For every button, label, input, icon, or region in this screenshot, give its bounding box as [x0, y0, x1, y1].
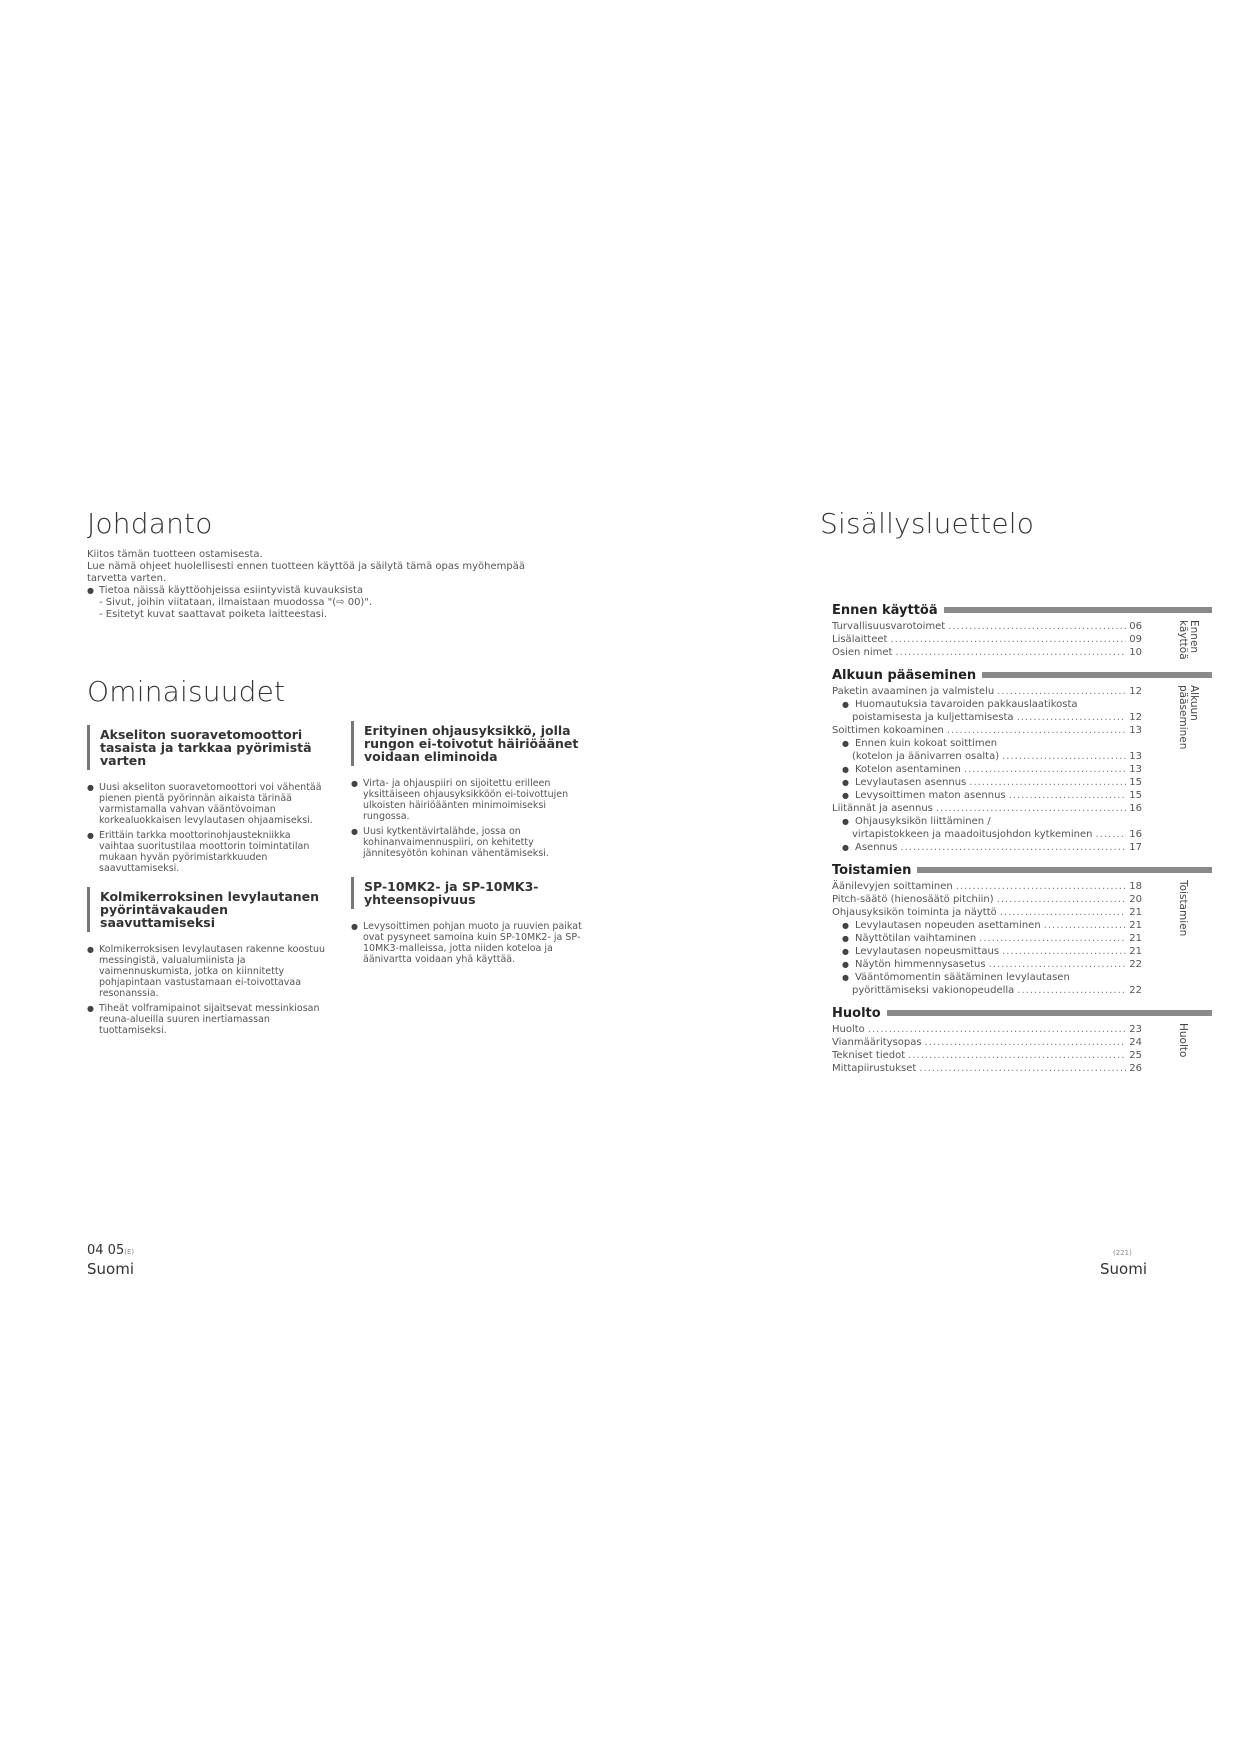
feature-list — [87, 782, 327, 874]
toc-entry[interactable]: Osien nimet ..... 10 — [832, 646, 1142, 659]
page-numbers — [87, 1243, 134, 1258]
toc-entry[interactable]: Paketin avaaminen ja valmistelu ..... 12 — [832, 685, 1142, 698]
intro-text — [87, 549, 557, 621]
toc-entry[interactable]: ● Asennus ..... 17 — [832, 841, 1142, 854]
feature-block — [351, 721, 591, 863]
toc-entry[interactable]: ● Levylautasen nopeuden asettaminen ..... 21 — [832, 919, 1142, 932]
feature-list — [351, 778, 591, 859]
toc-entry[interactable]: ● Levylautasen nopeusmittaus ..... 21 — [832, 945, 1142, 958]
toc-title: Sisällysluettelo — [820, 507, 1035, 540]
page-mark: (E) — [124, 1248, 135, 1256]
feature-list — [351, 921, 591, 965]
page-numbers-text: 04 05 — [87, 1243, 125, 1258]
feature-item: ● Erittäin tarkka moottorinohjaustekniikka vaihtaa suoritustilaa moottorin toimintatilan mukaan hyvän pyörimistarkkuuden saavuttamiseksi. — [87, 830, 327, 874]
toc-entry[interactable]: ● Ennen kuin kokoat soittimen — [842, 738, 998, 749]
section-bar — [982, 672, 1212, 678]
toc-entry[interactable]: poistamisesta ja kuljettamisesta ..... 12 — [832, 711, 1142, 724]
feature-heading: SP-10MK2- ja SP-10MK3-yhteensopivuus — [351, 877, 591, 909]
toc-side-tab: Ennen käyttöä — [1177, 620, 1200, 660]
toc-section — [832, 667, 1212, 854]
feature-heading: Erityinen ohjausyksikkö, jolla rungon ei-toivotut häiriöäänet voidaan eliminoida — [351, 721, 591, 766]
toc-entry[interactable]: (kotelon ja äänivarren osalta) ..... 13 — [832, 750, 1142, 763]
toc-entry[interactable]: ● Levysoittimen maton asennus ..... 15 — [832, 789, 1142, 802]
intro-bullet: ● Tietoa näissä käyttöohjeissa esiintyvistä kuvauksista — [87, 585, 557, 597]
toc-section — [832, 1005, 1212, 1075]
toc-entry[interactable]: ● Ohjausyksikön liittäminen / — [842, 816, 991, 827]
toc-entry[interactable]: Tekniset tiedot ..... 25 — [832, 1049, 1142, 1062]
feature-block — [87, 725, 327, 878]
feature-item: ● Levysoittimen pohjan muoto ja ruuvien paikat ovat pysyneet samoina kuin SP-10MK2- ja SP-10MK3-malleissa, jotta niiden koteloa ja äänivartta voidaan yhä käyttää. — [351, 921, 591, 965]
intro-sub-line: - Esitetyt kuvat saattavat poiketa laitteestasi. — [99, 609, 327, 620]
toc-entry[interactable]: Vianmääritysopas ..... 24 — [832, 1036, 1142, 1049]
feature-block — [87, 887, 327, 1040]
toc-section-header — [832, 1005, 1212, 1021]
intro-line: Lue nämä ohjeet huolellisesti ennen tuotteen käyttöä ja säilytä tämä opas myöhempää tarvetta varten. — [87, 561, 526, 584]
table-of-contents — [832, 602, 1212, 1083]
toc-entry[interactable]: pyörittämiseksi vakionopeudella ..... 22 — [832, 984, 1142, 997]
toc-side-tab: Alkuun pääseminen — [1177, 685, 1200, 750]
right-page-mark: (221) — [1113, 1249, 1132, 1257]
toc-side-tab: Huolto — [1177, 1023, 1189, 1058]
language-label: Suomi — [1100, 1260, 1147, 1278]
feature-item: ● Virta- ja ohjauspiiri on sijoitettu erilleen yksittäiseen ohjausyksikköön ei-toivottujen ulkoisten häiriöäänten minimoimiseksi rungossa. — [351, 778, 591, 822]
toc-entry[interactable]: Äänilevyjen soittaminen ..... 18 — [832, 880, 1142, 893]
section-bar — [944, 607, 1212, 613]
toc-section-title: Huolto — [832, 1005, 881, 1021]
toc-entry[interactable]: ● Levylautasen asennus ..... 15 — [832, 776, 1142, 789]
intro-title: Johdanto — [87, 507, 213, 540]
toc-section-header — [832, 862, 1212, 878]
toc-entry[interactable]: Lisälaitteet ..... 09 — [832, 633, 1142, 646]
toc-section-header — [832, 667, 1212, 683]
feature-item: ● Uusi kytkentävirtalähde, jossa on kohinanvaimennuspiiri, on kehitetty jännitesyötön kohinan vähentämiseksi. — [351, 826, 591, 859]
toc-section — [832, 602, 1212, 659]
toc-entry[interactable]: Liitännät ja asennus ..... 16 — [832, 802, 1142, 815]
toc-entry[interactable]: ● Kotelon asentaminen ..... 13 — [832, 763, 1142, 776]
toc-section — [832, 862, 1212, 997]
toc-entry[interactable]: ● Huomautuksia tavaroiden pakkauslaatikosta — [842, 699, 1078, 710]
toc-entry[interactable]: Mittapiirustukset ..... 26 — [832, 1062, 1142, 1075]
feature-item: ● Kolmikerroksisen levylautasen rakenne koostuu messingistä, valualumiinista ja vaimennuskumista, jotka on kiinnitetty pohjapintaan vastustamaan ei-toivottavaa resonanssia. — [87, 944, 327, 999]
section-bar — [917, 867, 1212, 873]
feature-heading: Akseliton suoravetomoottori tasaista ja tarkkaa pyörimistä varten — [87, 725, 327, 770]
toc-side-tab: Toistamien — [1177, 880, 1189, 937]
feature-heading: Kolmikerroksinen levylautanen pyörintävakauden saavuttamiseksi — [87, 887, 327, 932]
feature-item: ● Tiheät volframipainot sijaitsevat messinkiosan reuna-alueilla suuren inertiamassan tuottamiseksi. — [87, 1003, 327, 1036]
toc-entry[interactable]: Pitch-säätö (hienosäätö pitchiin) ..... 20 — [832, 893, 1142, 906]
toc-entry[interactable]: ● Näyttötilan vaihtaminen ..... 21 — [832, 932, 1142, 945]
toc-section-title: Ennen käyttöä — [832, 602, 938, 618]
intro-sub-line: - Sivut, joihin viitataan, ilmaistaan muodossa "(⇨ 00)". — [99, 597, 373, 608]
features-title: Ominaisuudet — [87, 675, 286, 708]
toc-entry[interactable]: Huolto ..... 23 — [832, 1023, 1142, 1036]
language-label: Suomi — [87, 1260, 134, 1278]
toc-entry[interactable]: virtapistokkeen ja maadoitusjohdon kytkeminen ..... 16 — [832, 828, 1142, 841]
section-bar — [887, 1010, 1212, 1016]
intro-line: Kiitos tämän tuotteen ostamisesta. — [87, 549, 263, 560]
toc-entry[interactable]: Soittimen kokoaminen ..... 13 — [832, 724, 1142, 737]
toc-entry[interactable]: Ohjausyksikön toiminta ja näyttö ..... 21 — [832, 906, 1142, 919]
toc-entry[interactable]: Turvallisuusvarotoimet ..... 06 — [832, 620, 1142, 633]
toc-entry[interactable]: ● Vääntömomentin säätäminen levylautasen — [842, 972, 1070, 983]
toc-entry[interactable]: ● Näytön himmennysasetus ..... 22 — [832, 958, 1142, 971]
toc-section-title: Toistamien — [832, 862, 912, 878]
toc-section-header — [832, 602, 1212, 618]
toc-section-title: Alkuun pääseminen — [832, 667, 977, 683]
feature-block — [351, 877, 591, 969]
feature-list — [87, 944, 327, 1036]
feature-item: ● Uusi akseliton suoravetomoottori voi vähentää pienen pientä pyörinnän aikaista tärinää varmistamalla vahvan vääntövoiman korkealuokkaisen levylautasen ohjaamiseksi. — [87, 782, 327, 826]
